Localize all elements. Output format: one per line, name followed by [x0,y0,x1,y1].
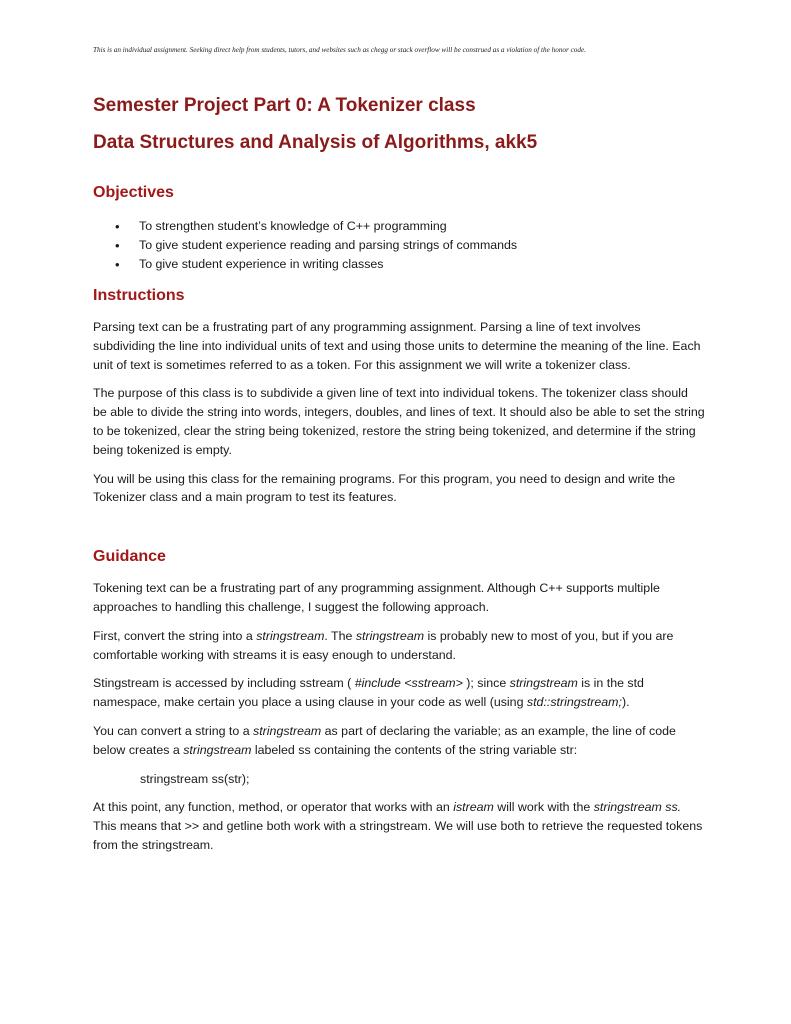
guidance-paragraph [93,627,705,665]
text-run: is probably new to most of you, but if you are comfortable working with streams it is easy enough to understand. [93,628,674,662]
instructions-paragraph: The purpose of this class is to subdivide a given line of text into individual tokens. The tokenizer class should be able to divide the string into words, integers, doubles, and lines of text. It should also be able to set the string to be tokenized, clear the string being tokenized, restore the string being tokenized, and determine if the string being tokenized is empty. [93,386,705,457]
text-run: You can convert a string to a [93,723,254,738]
text-run: is in the std namespace, make certain you place a using clause in your code as well (using [93,676,644,710]
instructions-paragraph: You will be using this class for the remaining programs. For this program, you need to design and write the Tokenizer class and a main program to test its features. [93,471,676,505]
guidance-heading: Guidance [93,548,166,566]
objective-item: • To strengthen student’s knowledge of C++ programming [93,217,705,236]
instructions-heading: Instructions [93,287,185,304]
italic-term: stringstream [253,723,322,738]
text-run: Stingstream is accessed by including sstream ( [93,676,355,691]
objectives-list [93,217,705,274]
italic-term: stringstream [509,676,578,691]
text-run: At this point, any function, method, or operator that works with an [93,800,454,815]
italic-term: stringstream ss. [593,800,682,815]
guidance-paragraph [93,722,705,760]
guidance-paragraph [93,674,705,712]
text-run: ). [621,695,630,710]
text-run: labeled ss containing the contents of the string variable str: [251,742,578,757]
italic-term: istream [453,800,494,815]
text-run: as part of declaring the variable; as an example, the line of code below creates a [93,723,676,757]
objective-item: • To give student experience in writing classes [93,255,705,274]
objective-item: • To give student experience reading and parsing strings of commands [93,236,705,255]
honor-code-note: This is an individual assignment. Seeking direct help from students, tutors, and websites such as chegg or stack overflow will be construed as a violation of the honor code. [93,46,586,54]
code-example: stringstream ss(str); [140,771,250,786]
guidance-paragraph: Tokening text can be a frustrating part of any programming assignment. Although C++ supports multiple approaches to handling this challenge, I suggest the following approach. [93,581,660,614]
instructions-paragraph: Parsing text can be a frustrating part of any programming assignment. Parsing a line of text involves subdividing the line into individual units of text and using those units to determine the meaning of the line. Each unit of text is sometimes referred to as a token. For this assignment we will write a tokenizer class. [93,320,701,372]
course-title: Data Structures and Analysis of Algorithms, akk5 [93,132,538,153]
italic-term: #include <sstream> [354,676,463,691]
text-run: ); since [462,676,510,691]
italic-term: stringstream [256,628,325,643]
text-run: This means that >> and getline both work with a stringstream. We will use both to retrieve the requested tokens from the stringstream. [93,819,703,852]
text-run: . The [324,628,356,643]
text-run: First, convert the string into a [93,628,257,643]
text-run: will work with the [493,800,594,815]
guidance-paragraph [93,798,705,854]
italic-term: stringstream [183,742,252,757]
document-title: Semester Project Part 0: A Tokenizer class [93,95,476,116]
objectives-heading: Objectives [93,184,174,201]
italic-term: stringstream [355,628,425,643]
document-body [93,94,705,865]
italic-term: std::stringstream; [526,695,622,710]
